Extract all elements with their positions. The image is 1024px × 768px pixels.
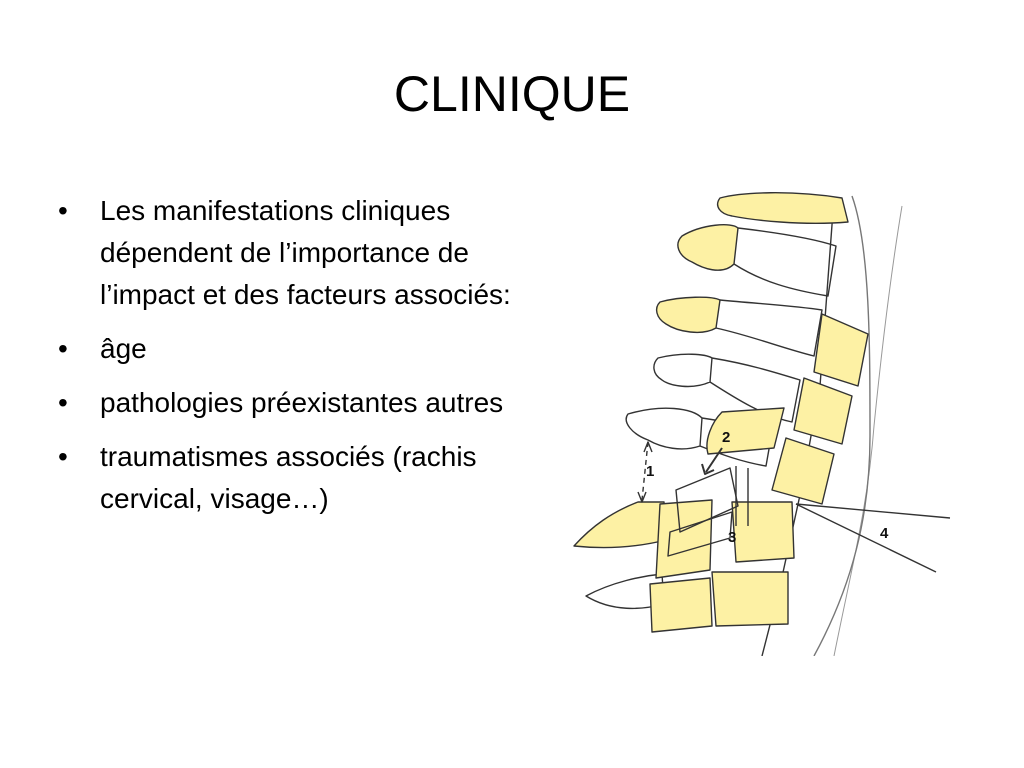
vertebral-body-c5 bbox=[732, 502, 794, 562]
bullet-marker: • bbox=[58, 387, 68, 418]
bullet-item bbox=[56, 190, 526, 316]
vertebral-body-c7 bbox=[650, 578, 712, 632]
figure-label-1: 1 bbox=[646, 463, 655, 480]
vertebral-body bbox=[772, 438, 834, 504]
spinous-process bbox=[657, 297, 720, 332]
spinous-process-arch bbox=[734, 228, 836, 296]
spine-diagram bbox=[552, 186, 952, 656]
bullet-item bbox=[56, 328, 526, 370]
vertebral-body-c4 bbox=[707, 408, 784, 454]
vertebral-body bbox=[814, 314, 868, 386]
bullet-marker: • bbox=[58, 333, 68, 364]
bullet-marker: • bbox=[58, 441, 68, 472]
figure-label-3: 3 bbox=[728, 529, 737, 546]
spinous-process bbox=[718, 193, 848, 224]
vertebral-body-c6 bbox=[656, 500, 712, 578]
cervical-spine-illustration bbox=[552, 186, 952, 656]
spinous-process bbox=[574, 502, 666, 548]
bullet-item bbox=[56, 382, 526, 424]
bullet-text: Les manifestations cliniques dépendent de l’importance de l’impact et des facteurs associés: bbox=[100, 195, 511, 310]
bullet-item bbox=[56, 436, 526, 520]
figure-label-2: 2 bbox=[722, 429, 731, 446]
bullet-marker: • bbox=[58, 195, 68, 226]
figure-label-4: 4 bbox=[880, 525, 889, 542]
bullet-text: pathologies préexistantes autres bbox=[100, 387, 504, 418]
bullet-text: âge bbox=[100, 333, 147, 364]
vertebral-body-c6b bbox=[712, 572, 788, 626]
spinous-process-arch bbox=[716, 300, 822, 356]
spinous-process bbox=[678, 225, 738, 270]
slide-title: CLINIQUE bbox=[393, 66, 631, 122]
bullet-text: traumatismes associés (rachis cervical, visage…) bbox=[100, 441, 477, 514]
bullet-list bbox=[56, 190, 526, 532]
vertebral-body bbox=[794, 378, 852, 444]
spinous-process bbox=[626, 408, 702, 449]
spinous-process bbox=[654, 354, 712, 386]
